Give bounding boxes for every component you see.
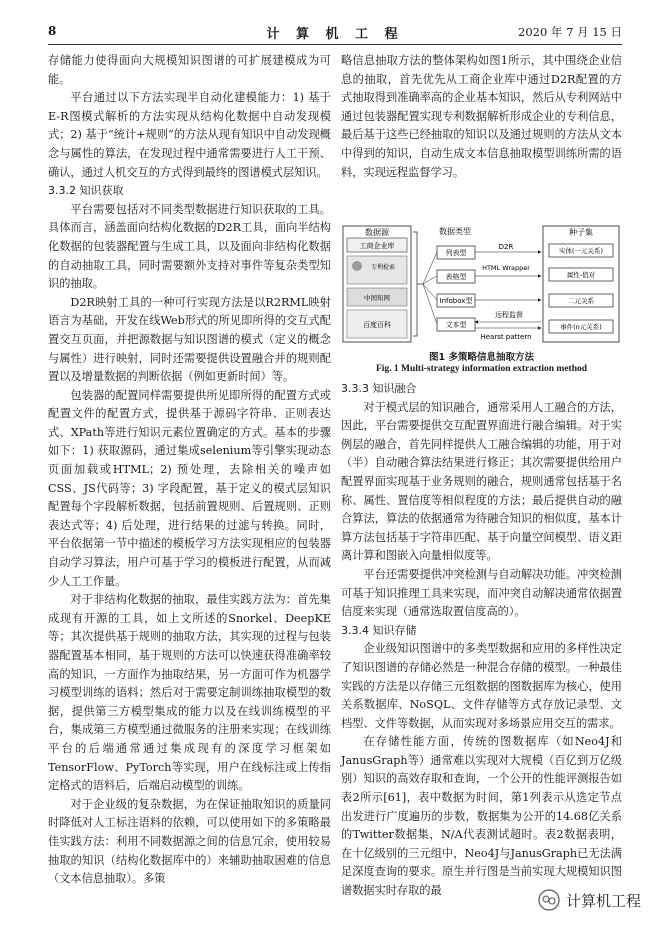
- paragraph: 平台还需要提供冲突检测与自动解决功能。冲突检测可基于知识推理工具来实现，而冲突自动解决通常依据置信度来实现（通常选取置信度高的）。: [341, 567, 622, 619]
- figure-1-diagram: [341, 222, 622, 344]
- seed-box-2: 二元关系: [568, 297, 594, 305]
- type-box-3: 文本型: [445, 321, 467, 329]
- source-label-2: 中国知网: [364, 294, 390, 302]
- left-column: [48, 52, 331, 889]
- data-type-title: 数据类型: [439, 227, 471, 236]
- paragraph: 对于模式层的知识融合，通常采用人工融合的方法，因此，平台需要提供交互配置界面进行融合编辑。对于实例层的融合，首先同样提供人工融合编辑的功能，用于对（半）自动融合算法结果进行修正；其次需要提供给用户配置界面实现基于业务规则的融合，规则通常包括基于名称、属性、置信度等相似程度的方法；最后提供自动的融合算法，算法的依据通常为待融合知识的相似度，基本计算方法包括基于字符串匹配、基于向量空间模型、语义距离计算和图嵌入向量相似度等。: [341, 400, 622, 563]
- paragraph: 在存储性能方面，传统的图数据库（如Neo4J和JanusGraph等）通常难以实现对大规模（百亿到万亿级别）知识的高效存取和查询，一个公开的性能评测报告如表2所示[61]，表中数据为时间，第1列表示从选定节点出发进行广度遍历的步数，数据集为公开的14.68亿关系的Twitter数据集，N/A代表测试超时。表2数据表明，在十亿级别的三元组中，Neo4J与JanusGraph已无法满足深度查询的要求。原生并行图是当前实现大规模知识图谱数据实时存取的最: [341, 735, 622, 898]
- paragraph: 平台通过以下方法实现半自动化建模能力：1) 基于E-R图模式解析的方法实现从结构化数据中自动发现模式；2) 基于“统计+规则”的方法从现有知识中自动发现概念与属性的算法，在发现过程中通常需要进行人工干预、确认，通过人机交互的方式得到最终的图谱模式层知识。: [48, 91, 331, 179]
- paragraph: 略信息抽取方法的整体架构如图1所示，其中围绕企业信息的抽取，首先优先从工商企业库中通过D2R配置的方式抽取得到准确率高的企业基本知识，然后从专利网站中通过包装器配置实现专利数据解析形成企业的专利信息，最后基于这些已经抽取的知识以及通过规则的方法从文本中得到的知识，自动生成文本信息抽取模型训练所需的语料，实现远程监督学习。: [341, 54, 622, 179]
- seed-title: 种子集: [569, 228, 593, 237]
- page-header: [48, 22, 622, 45]
- watermark-text: 计算机工程: [565, 891, 641, 910]
- figure-caption-en: Fig. 1 Multi-strategy information extraction method: [375, 364, 588, 374]
- seed-box-3: 事件(n元关系): [560, 323, 602, 331]
- edge-label-2: 远程监督: [495, 311, 523, 319]
- section-heading: 3.3.3 知识融合: [341, 382, 417, 395]
- wechat-logo-icon: [538, 889, 560, 911]
- paragraph: D2R映射工具的一种可行实现方法是以R2RML映射语言为基础，开发在线Web形式的所见即所得的交互式配置交互页面，并把源数据与知识图谱的模式（定义的概念与属性）进行映射，同时还需要提供设置融合并的规则配置以及增量数据的判断依据（例如更新时间）等。: [48, 295, 331, 384]
- source-label-3: 百度百科: [363, 321, 391, 329]
- data-source-title: 数据源: [365, 228, 389, 237]
- source-label-1: 专利检索: [370, 264, 396, 271]
- section-heading: 3.3.4 知识存储: [341, 623, 417, 637]
- paragraph: 存储能力使得面向大规模知识图谱的可扩展建模成为可能。: [48, 54, 331, 86]
- type-box-1: 表格型: [445, 273, 467, 281]
- edge-label-1: HTML Wrapper: [482, 264, 530, 272]
- right-column-top: [341, 52, 622, 182]
- paragraph: 包装器的配置同样需要提供所见即所得的配置方式或配置文件的配置方式，提供基于源码字符串、正则表达式、XPath等进行知识元素位置确定的方式。基本的步骤如下：1) 获取源码，通过集成selenium等引擎实现动态页面加载或HTML；2) 预处理，去除相关的噪声如CSS、JS代码等；3) 字段配置，基于定义的模式层知识配置每个字段解析数据，包括前置规则、后置规则、正则表达式等；4) 后处理，进行结果的过滤与转换。同时，平台依据第一节中描述的模板学习方法实现相应的包装器自动学习算法，用户可基于学习的模板进行配置，从而减少人工工作量。: [48, 388, 331, 588]
- figure-caption-cn: 图1 多策略信息抽取方法: [429, 352, 534, 363]
- page-number: 8: [48, 24, 57, 38]
- paragraph: 平台需要包括对不同类型数据进行知识获取的工具。具体而言，涵盖面向结构化数据的D2R工具，面向半结构化数据的包装器配置与生成工具，以及面向非结构化数据的自动抽取工具，同时需要额外支持对事件等复杂类型知识的抽取。: [48, 202, 331, 291]
- edge-label-0: D2R: [498, 243, 514, 251]
- paragraph: 对于非结构化数据的抽取，最佳实践方法为：首先集成现有开源的工具，如上文所述的Snorkel、DeepKE等；其次提供基于规则的抽取方法，其实现的过程与包装器配置基本相同，基于规则的方法可以快速获得准确率较高的知识，一方面作为抽取结果，另一方面可作为机器学习模型训练的语料；然后对于需要定制训练抽取模型的数据，提供第三方模型集成的能力以及在线训练模型的平台，集成第三方模型通过微服务的注册来实现；在线训练平台的后端通常通过集成现有的深度学习框架如TensorFlow、PyTorch等实现，用户在线标注或上传指定格式的语料后，后端启动模型的训练。: [48, 593, 331, 793]
- type-box-2: Infobox型: [439, 297, 473, 305]
- source-label-0: 工商企业库: [359, 242, 395, 250]
- seed-box-0: 实体(一元关系): [558, 247, 604, 255]
- type-box-0: 列表型: [445, 249, 467, 257]
- journal-title: 计 算 机 工 程: [266, 27, 404, 42]
- issue-date: 2020 年 7 月 15 日: [518, 25, 622, 39]
- edge-label-3: Hearst pattern: [480, 333, 532, 341]
- section-heading: 3.3.2 知识获取: [48, 184, 124, 198]
- seed-box-1: 属性-值对: [566, 271, 596, 279]
- right-column-bottom: [341, 380, 622, 901]
- paragraph: 对于企业级的复杂数据，为在保证抽取知识的质量同时降低对人工标注语料的依赖，可以使用如下的多策略最佳实践方法：利用不同数据源之间的信息冗余，使用较易抽取的知识（结构化数据库中的）来辅助抽取困难的信息（文本信息抽取）。多策: [48, 797, 331, 886]
- paragraph: 企业级知识图谱中的多类型数据和应用的多样性决定了知识图谱的存储必然是一种混合存储的模型。一种最佳实践的方法是以存储三元组数据的图数据库为核心，使用关系数据库、NoSQL、文件存储等方式存放记录型、文档型、文件等数据，从而实现对多场景应用交互的需求。: [341, 642, 622, 730]
- wechat-watermark: [538, 889, 641, 911]
- patent-logo-icon: [352, 261, 362, 271]
